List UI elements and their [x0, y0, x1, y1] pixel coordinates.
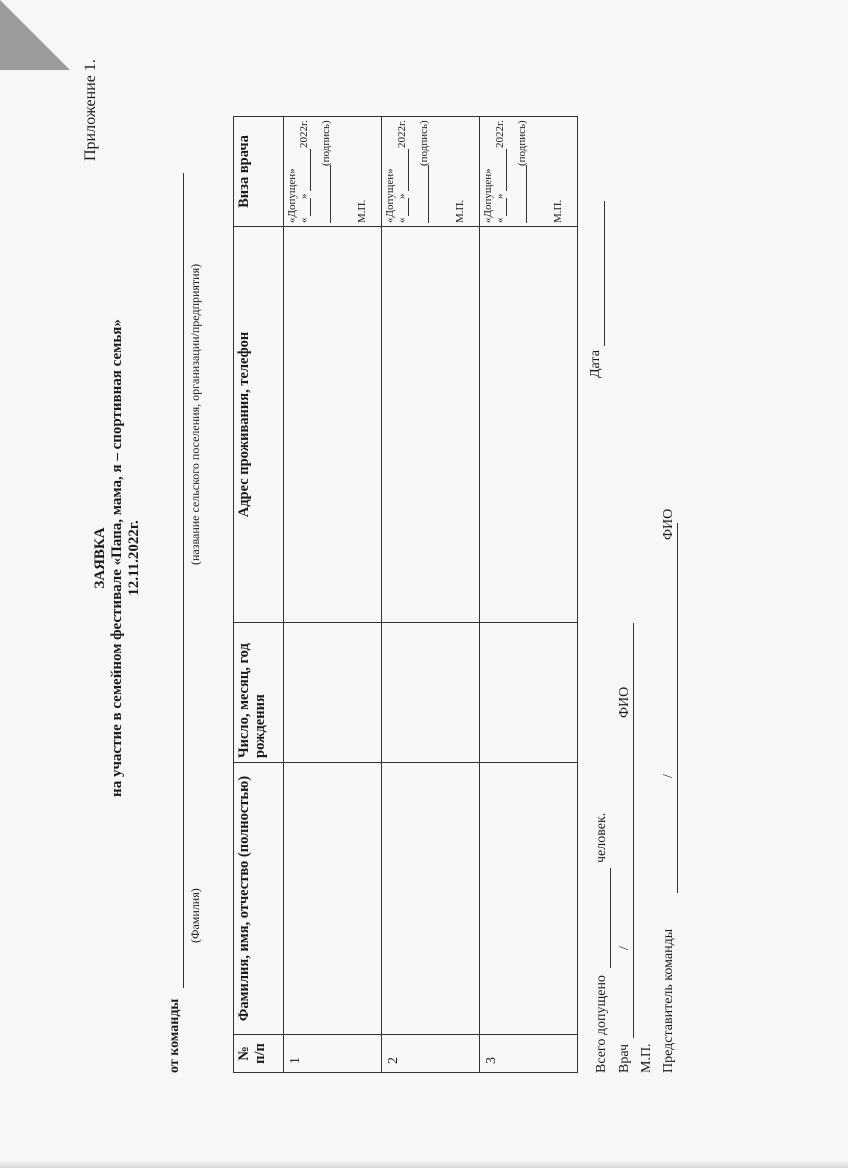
title-line-2: на участие в семейном фестивале «Папа, мама, я – спортивная семья»	[109, 319, 125, 797]
title-line-1: ЗАЯВКА	[92, 527, 108, 589]
table-header-row	[234, 117, 284, 1073]
visa-signature-line[interactable]	[330, 165, 331, 223]
doctor-label: Врач	[617, 1043, 632, 1073]
people-label: человек.	[594, 812, 609, 863]
visa-cell	[382, 117, 480, 227]
table-row	[480, 117, 578, 1073]
visa-quote-close: »	[494, 193, 506, 199]
participants-table	[233, 116, 578, 1073]
appendix-label: Приложение 1.	[82, 59, 99, 161]
visa-admitted: «Допущен»	[286, 168, 298, 223]
header-num: № п/п	[234, 1035, 284, 1073]
visa-quote-open: «	[494, 217, 506, 223]
surname-hint: (Фамилия)	[188, 888, 202, 943]
visa-stamp: М.П.	[454, 199, 466, 223]
visa-signature: (подпись)	[320, 120, 332, 166]
date-field[interactable]	[604, 201, 605, 346]
visa-cell	[480, 117, 578, 227]
total-admitted-field[interactable]	[610, 868, 611, 968]
folded-corner	[0, 0, 70, 70]
scan-edge-shadow	[0, 1160, 848, 1168]
row-number: 3	[480, 1035, 578, 1073]
doctor-signature-field[interactable]	[633, 623, 634, 1038]
total-admitted-label: Всего допущено	[594, 975, 609, 1073]
stamp-label: М.П.	[639, 1043, 654, 1073]
title-line-3: 12.11.2022г.	[126, 520, 142, 596]
row-number: 1	[284, 1035, 382, 1073]
dob-cell[interactable]	[480, 623, 578, 763]
visa-cell	[284, 117, 382, 227]
visa-quote-open: «	[396, 217, 408, 223]
table-row	[382, 117, 480, 1073]
header-address: Адрес проживания, телефон	[234, 227, 284, 623]
visa-year: 2022г.	[298, 119, 310, 148]
header-visa: Виза врача	[234, 117, 284, 227]
visa-admitted: «Допущен»	[384, 168, 396, 223]
representative-signature-field[interactable]	[677, 523, 678, 893]
visa-stamp: М.П.	[552, 199, 564, 223]
visa-quote-close: »	[298, 193, 310, 199]
address-cell[interactable]	[284, 227, 382, 623]
name-cell[interactable]	[284, 763, 382, 1035]
team-name-field[interactable]	[183, 173, 184, 988]
organization-hint: (название сельского поселения, организации/предприятия)	[188, 263, 202, 565]
row-number: 2	[382, 1035, 480, 1073]
name-cell[interactable]	[480, 763, 578, 1035]
visa-signature: (подпись)	[516, 120, 528, 166]
visa-quote-close: »	[396, 193, 408, 199]
address-cell[interactable]	[480, 227, 578, 623]
visa-year: 2022г.	[396, 119, 408, 148]
visa-signature: (подпись)	[418, 120, 430, 166]
visa-signature-line[interactable]	[428, 165, 429, 223]
visa-signature-line[interactable]	[526, 165, 527, 223]
doctor-fio: ФИО	[617, 686, 632, 718]
document-title	[92, 298, 143, 818]
dob-cell[interactable]	[284, 623, 382, 763]
dob-cell[interactable]	[382, 623, 480, 763]
name-cell[interactable]	[382, 763, 480, 1035]
header-name: Фамилия, имя, отчество (полностью)	[234, 763, 284, 1035]
visa-quote-open: «	[298, 217, 310, 223]
date-label: Дата	[588, 350, 603, 378]
doctor-slash: /	[617, 946, 632, 950]
representative-slash: /	[661, 774, 676, 778]
table-row	[284, 117, 382, 1073]
header-dob: Число, месяц, год рождения	[234, 623, 284, 763]
visa-stamp: М.П.	[356, 199, 368, 223]
representative-label: Представитель команды	[661, 928, 676, 1073]
team-label: от команды	[167, 998, 182, 1073]
visa-year: 2022г.	[494, 119, 506, 148]
visa-admitted: «Допущен»	[482, 168, 494, 223]
address-cell[interactable]	[382, 227, 480, 623]
representative-fio: ФИО	[661, 508, 676, 540]
